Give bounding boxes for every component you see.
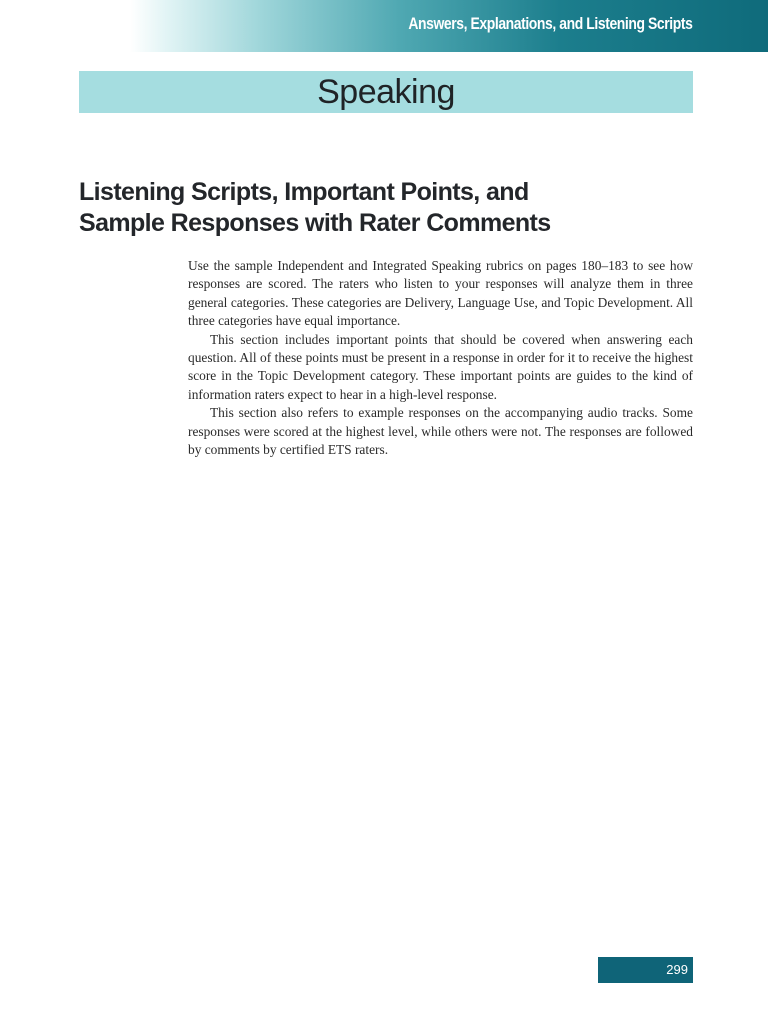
page-heading: [79, 177, 639, 239]
body-paragraph-1: Use the sample Independent and Integrated Speaking rubrics on pages 180–183 to see how responses are scored. The raters who listen to your responses will analyze them in three general categories. These categories are Delivery, Language Use, and Topic Development. All three categories have equal importance.: [188, 258, 693, 329]
section-title: Speaking: [317, 73, 455, 111]
page-heading-line-2: Sample Responses with Rater Comments: [79, 209, 551, 237]
body-text: [188, 257, 693, 459]
page-number-box: [598, 957, 693, 983]
page-number: 299: [666, 962, 688, 977]
section-band: [79, 71, 693, 113]
header-band: [0, 0, 768, 52]
page-heading-line-1: Listening Scripts, Important Points, and: [79, 178, 529, 206]
body-paragraph-2: This section includes important points that should be covered when answering each question. All of these points must be present in a response in order for it to receive the highest score in the Topic Development category. These important points are guides to the kind of information raters expect to hear in a high-level response.: [188, 331, 693, 402]
running-head: Answers, Explanations, and Listening Scripts: [407, 14, 692, 33]
body-paragraph-3: This section also refers to example responses on the accompanying audio tracks. Some responses were scored at the highest level, while others were not. The responses are followed by comments by certified ETS raters.: [188, 405, 693, 458]
